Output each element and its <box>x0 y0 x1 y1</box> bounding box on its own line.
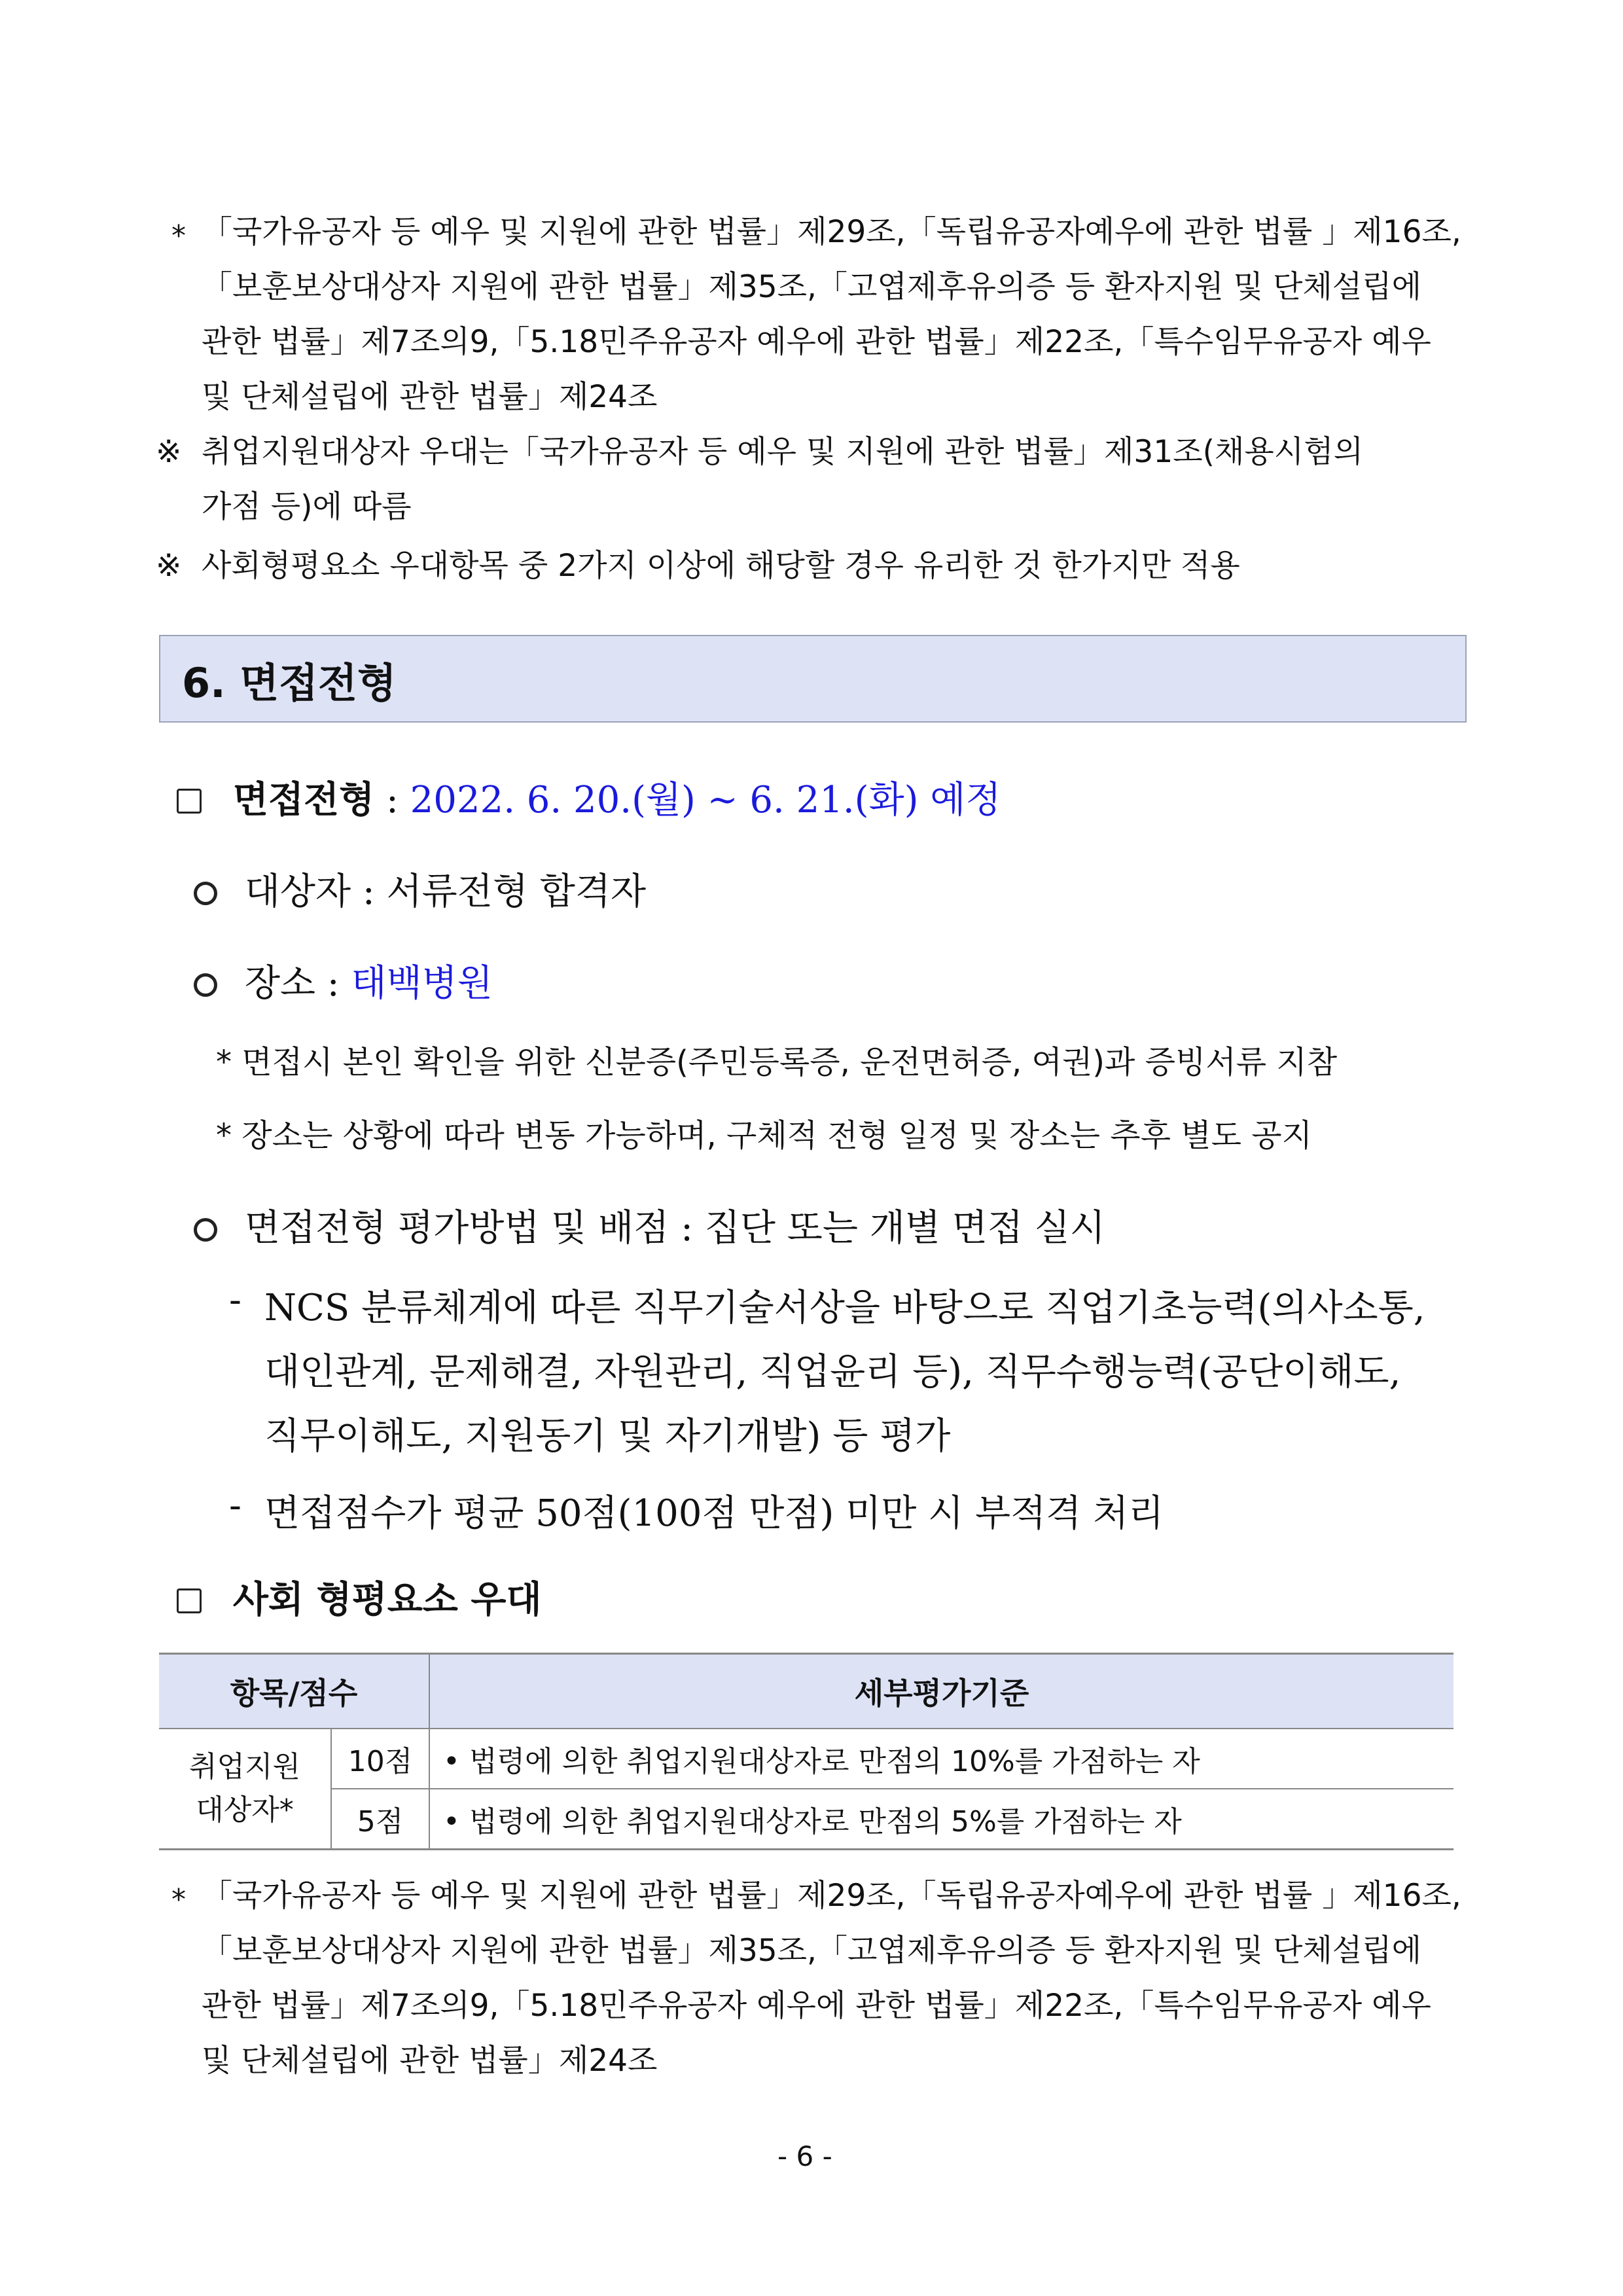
section-title: 6. 면접전형 <box>182 659 397 707</box>
remark-line: 취업지원대상자 우대는「국가유공자 등 예우 및 지원에 관한 법률」제31조(채용시험의 <box>202 434 1363 470</box>
circle-bullet-icon <box>194 1218 217 1242</box>
method-item-line: 대인관계, 문제해결, 자원관리, 직업윤리 등), 직무수행능력(공단이해도, <box>264 1351 1401 1393</box>
place-label: 장소 : <box>244 962 351 1005</box>
footnote-line: 관한 법률」제7조의9,「5.18민주유공자 예우에 관한 법률」제22조,「특수임무유공자 예우 <box>202 324 1431 360</box>
footnote-line: 「보훈보상대상자 지원에 관한 법률」제35조,「고엽제후유의증 등 환자지원 및 단체설립에 <box>202 1933 1421 1969</box>
interview-method <box>194 1199 1105 1251</box>
interview-note: * 장소는 상황에 따라 변동 가능하며, 구체적 전형 일정 및 장소는 추후 별도 공지 <box>216 1117 1313 1154</box>
table-header: 항목/점수 <box>159 1654 429 1729</box>
social-heading <box>177 1571 542 1623</box>
footnote-line: 및 단체설립에 관한 법률」제24조 <box>202 2043 658 2079</box>
table-header: 세부평가기준 <box>429 1654 1454 1729</box>
table-row <box>159 1729 1454 1789</box>
reference-mark: ※ <box>156 434 182 470</box>
interview-target <box>194 863 646 915</box>
interview-note: * 면접시 본인 확인을 위한 신분증(주민등록증, 운전면허증, 여권)과 증빙서류 지참 <box>216 1044 1338 1081</box>
circle-bullet-icon <box>194 882 217 905</box>
dash-bullet: - <box>229 1484 241 1527</box>
interview-heading-label: 면접전형 <box>232 778 375 821</box>
method-item-line: 직무이해도, 지원동기 및 자기개발) 등 평가 <box>264 1415 951 1458</box>
footnote-line: 「국가유공자 등 예우 및 지원에 관한 법률」제29조,「독립유공자예우에 관한 법률 」제16조, <box>202 214 1461 250</box>
score-cell: 5점 <box>331 1789 429 1850</box>
footnote-mark: * <box>171 1883 186 1916</box>
footnote-line: 및 단체설립에 관한 법률」제24조 <box>202 379 658 415</box>
method-item-line: 면접점수가 평균 50점(100점 만점) 미만 시 부적격 처리 <box>264 1492 1164 1535</box>
criterion-cell: • 법령에 의한 취업지원대상자로 만점의 5%를 가점하는 자 <box>429 1789 1454 1850</box>
dash-bullet: - <box>229 1279 241 1321</box>
interview-place <box>194 954 493 1007</box>
interview-heading <box>177 771 1001 823</box>
checkbox-square-icon <box>177 789 202 814</box>
separator: : <box>374 779 410 821</box>
footnote-line: 「국가유공자 등 예우 및 지원에 관한 법률」제29조,「독립유공자예우에 관한 법률 」제16조, <box>202 1878 1461 1914</box>
social-heading-label: 사회 형평요소 우대 <box>232 1578 542 1621</box>
category-cell: 취업지원 대상자* <box>159 1729 331 1850</box>
preference-table <box>159 1653 1454 1850</box>
checkbox-square-icon <box>177 1588 202 1613</box>
footnote-mark: * <box>171 219 186 253</box>
circle-bullet-icon <box>194 973 217 997</box>
table-row <box>159 1789 1454 1850</box>
interview-schedule: 2022. 6. 20.(월) ~ 6. 21.(화) 예정 <box>410 779 1001 821</box>
score-cell: 10점 <box>331 1729 429 1789</box>
remark-line: 가점 등)에 따름 <box>202 489 412 525</box>
criterion-cell: • 법령에 의한 취업지원대상자로 만점의 10%를 가점하는 자 <box>429 1729 1454 1789</box>
place-value: 태백병원 <box>351 962 493 1005</box>
footnote-line: 「보훈보상대상자 지원에 관한 법률」제35조,「고엽제후유의증 등 환자지원 및 단체설립에 <box>202 269 1421 305</box>
target-text: 대상자 : 서류전형 합격자 <box>244 870 647 913</box>
method-text: 면접전형 평가방법 및 배점 : 집단 또는 개별 면접 실시 <box>244 1207 1105 1249</box>
table-header-row <box>159 1654 1454 1729</box>
method-item-line: NCS 분류체계에 따른 직무기술서상을 바탕으로 직업기초능력(의사소통, <box>264 1287 1425 1329</box>
remark-line: 사회형평요소 우대항목 중 2가지 이상에 해당할 경우 유리한 것 한가지만 적용 <box>202 548 1240 584</box>
page-number: - 6 - <box>777 2140 832 2172</box>
footnote-line: 관한 법률」제7조의9,「5.18민주유공자 예우에 관한 법률」제22조,「특수임무유공자 예우 <box>202 1988 1431 2024</box>
section-header <box>159 635 1467 723</box>
reference-mark: ※ <box>156 548 182 584</box>
